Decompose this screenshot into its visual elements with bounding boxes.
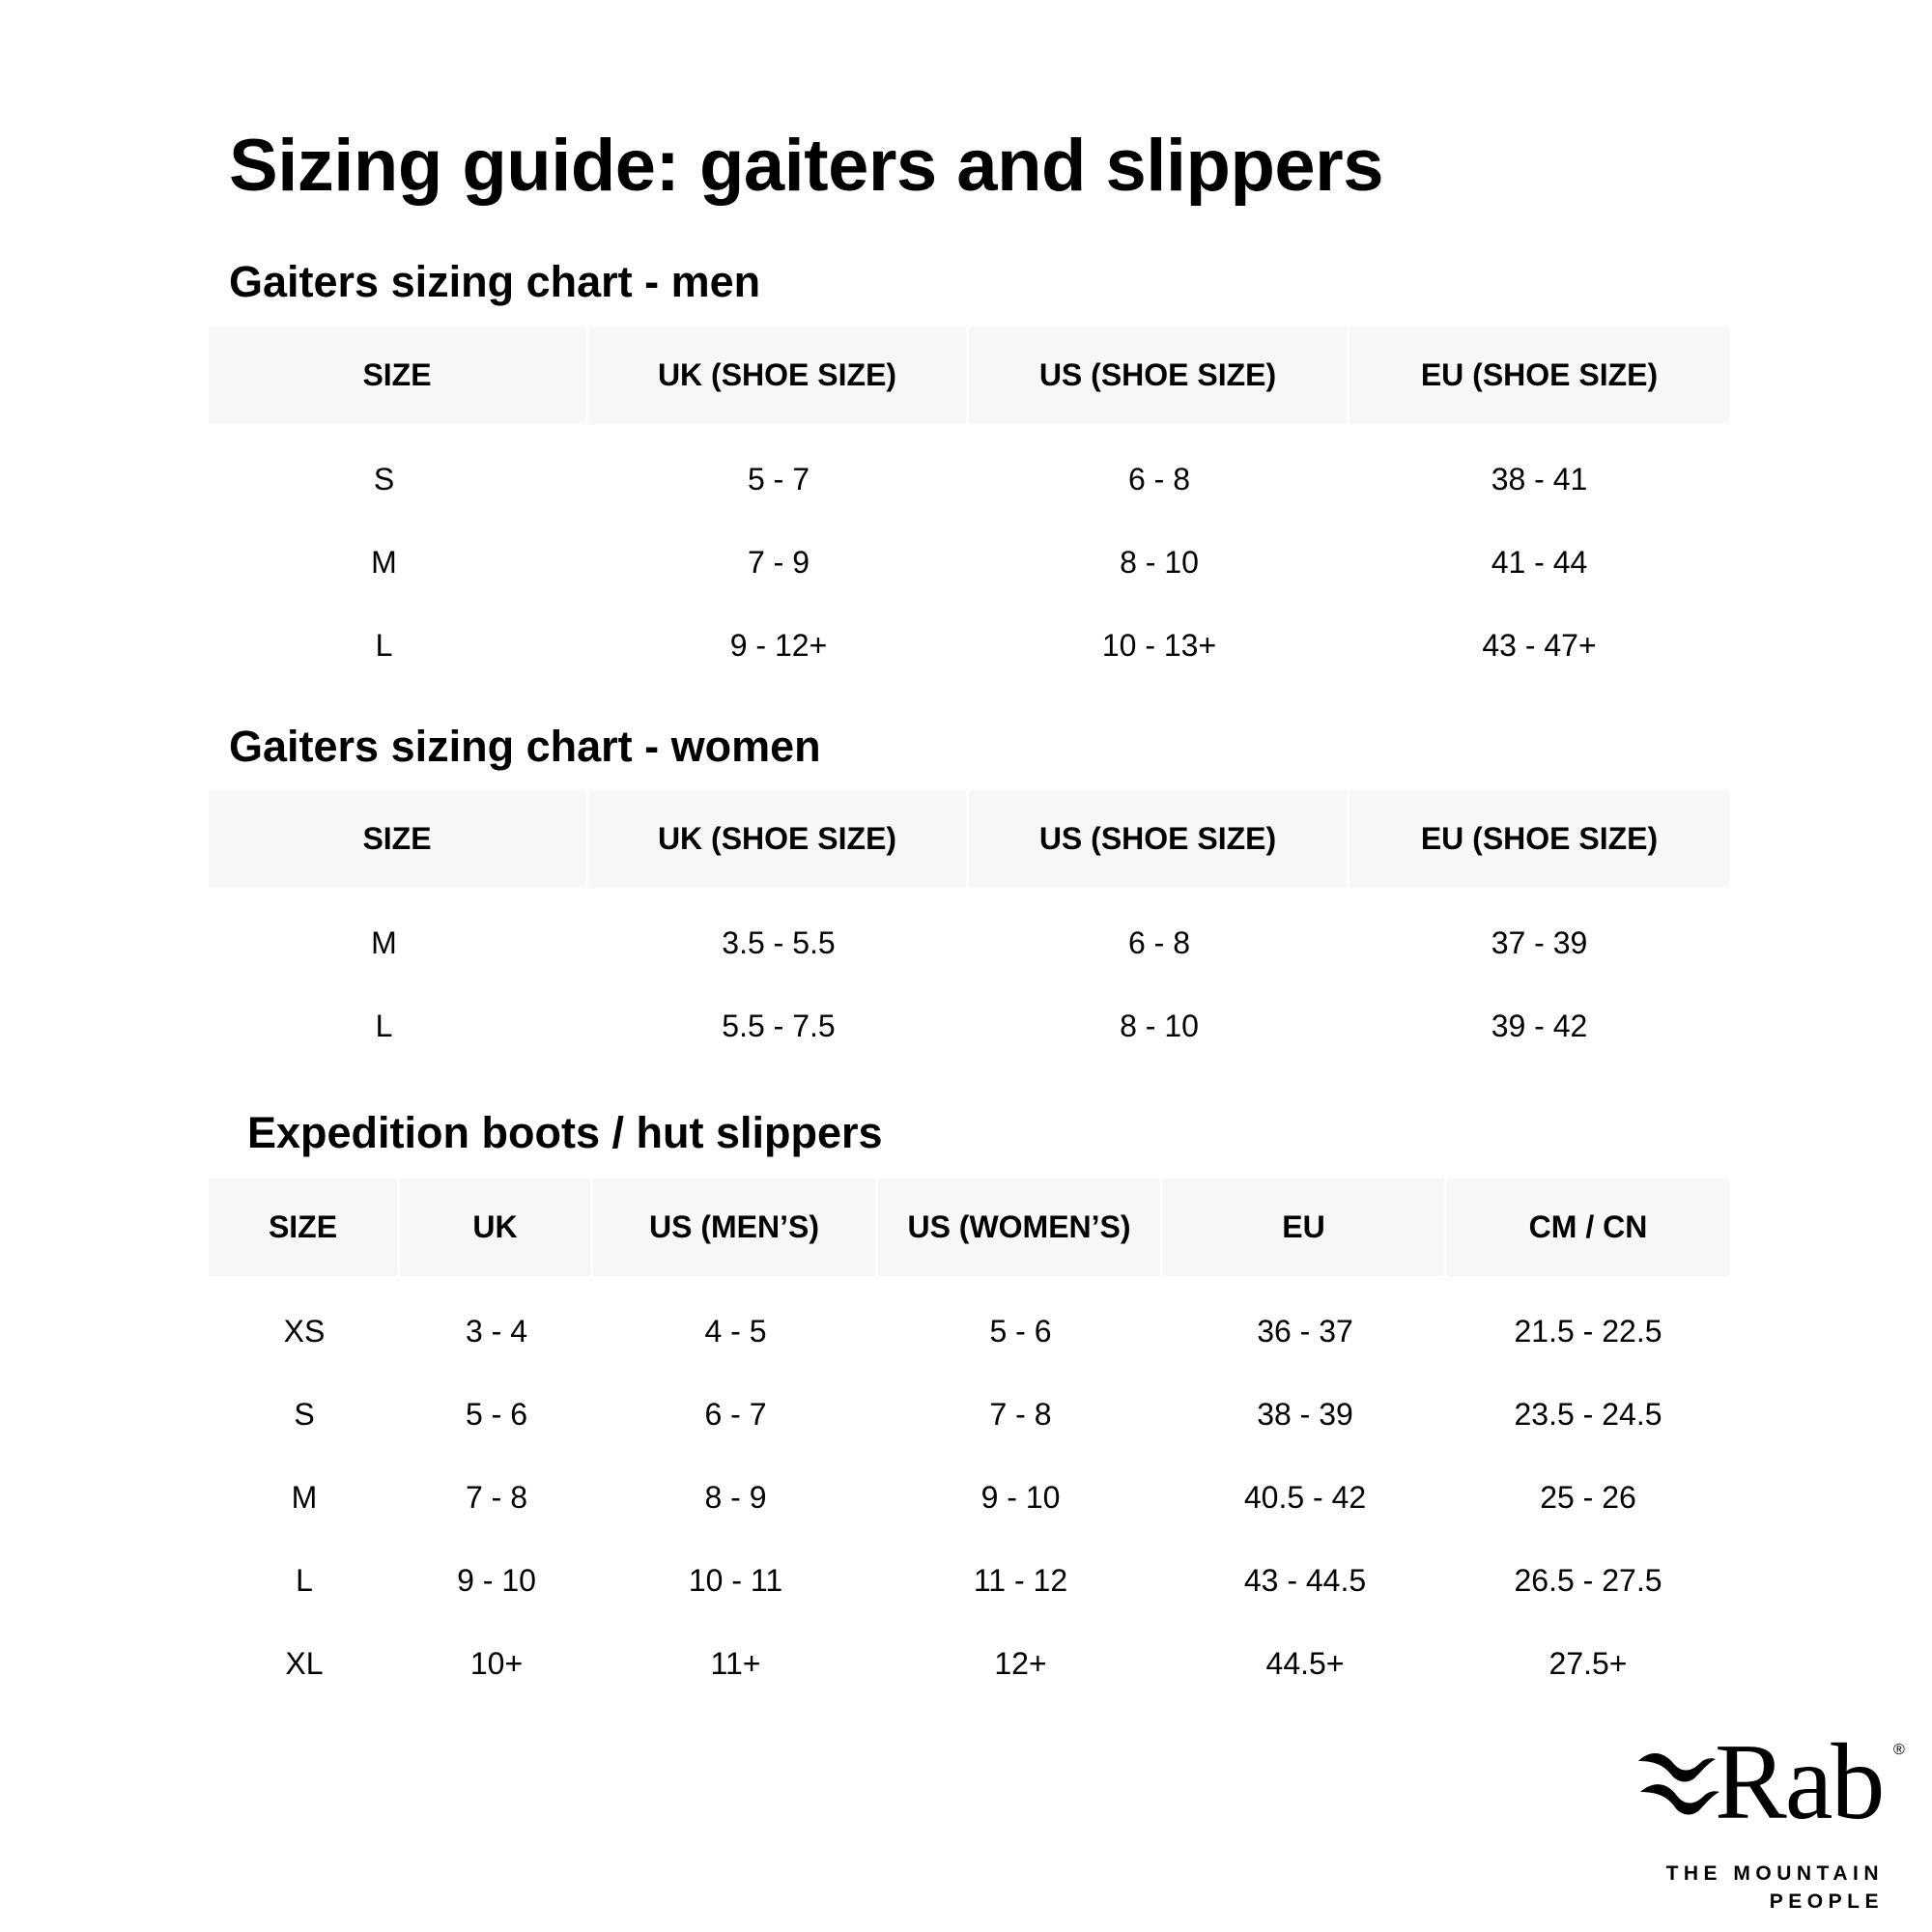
table-row — [209, 1456, 1729, 1539]
column-header: SIZE — [209, 327, 588, 424]
brand-tagline-line1: THE MOUNTAIN — [1665, 1862, 1884, 1885]
column-header: UK — [400, 1179, 593, 1276]
table-cell: 9 - 10 — [980, 1479, 1061, 1515]
table-cell: 5 - 6 — [989, 1313, 1052, 1349]
column-header: SIZE — [209, 790, 588, 888]
table-cell: 11 - 12 — [973, 1562, 1068, 1598]
table-cell: 43 - 47+ — [1482, 627, 1597, 663]
column-header: CM / CN — [1447, 1179, 1729, 1276]
table-row — [209, 1373, 1729, 1456]
table-cell: M — [291, 1479, 318, 1515]
expedition-boots-table — [209, 1179, 1729, 1705]
section-heading-gaiters-men: Gaiters sizing chart - men — [229, 257, 761, 306]
table-cell: 6 - 8 — [1127, 924, 1191, 960]
column-header: SIZE — [209, 1179, 400, 1276]
table-row — [209, 1622, 1729, 1705]
brand-wordmark: Rab — [1715, 1722, 1884, 1842]
table-cell: L — [375, 1008, 393, 1043]
column-header: US (WOMEN’S) — [878, 1179, 1163, 1276]
table-cell: 7 - 8 — [989, 1396, 1052, 1432]
column-header: US (MEN’S) — [593, 1179, 878, 1276]
table-row — [209, 1290, 1729, 1373]
table-row — [209, 1539, 1729, 1622]
table-cell: 10+ — [469, 1645, 524, 1681]
table-cell: 6 - 7 — [704, 1396, 767, 1432]
registered-mark: ® — [1893, 1742, 1905, 1758]
table-cell: S — [294, 1396, 315, 1432]
column-header: US (SHOE SIZE) — [969, 790, 1350, 888]
table-cell: 41 - 44 — [1491, 544, 1588, 580]
column-header: UK (SHOE SIZE) — [588, 790, 969, 888]
mountain-mark-icon — [1634, 1734, 1721, 1850]
table-cell: M — [371, 544, 397, 580]
table-cell: 5 - 7 — [747, 461, 810, 497]
table-cell: L — [296, 1562, 313, 1598]
table-cell: 9 - 12+ — [729, 627, 828, 663]
table-cell: 21.5 - 22.5 — [1514, 1313, 1662, 1349]
table-cell: 5 - 6 — [465, 1396, 528, 1432]
table-cell: 8 - 9 — [704, 1479, 767, 1515]
table-cell: 8 - 10 — [1120, 1008, 1199, 1043]
table-cell: 3 - 4 — [465, 1313, 528, 1349]
table-row — [209, 438, 1729, 521]
table-cell: 43 - 44.5 — [1243, 1562, 1367, 1598]
header-row — [209, 327, 1729, 424]
table-cell: 6 - 8 — [1127, 461, 1191, 497]
table-cell: 38 - 41 — [1491, 461, 1588, 497]
table-cell: 8 - 10 — [1120, 544, 1199, 580]
table-cell: 7 - 8 — [465, 1479, 528, 1515]
table-cell: 37 - 39 — [1491, 924, 1588, 960]
table-cell: 39 - 42 — [1491, 1008, 1588, 1043]
table-row — [209, 901, 1729, 984]
table-row — [209, 521, 1729, 604]
table-cell: 25 - 26 — [1540, 1479, 1636, 1515]
table-cell: 11+ — [710, 1645, 761, 1681]
table-cell: XS — [283, 1313, 326, 1349]
gaiters-men-table — [209, 327, 1729, 687]
column-header: EU (SHOE SIZE) — [1350, 327, 1729, 424]
section-heading-gaiters-women: Gaiters sizing chart - women — [229, 722, 821, 771]
table-cell: 36 - 37 — [1257, 1313, 1353, 1349]
table-cell: 44.5+ — [1265, 1645, 1345, 1681]
brand-tagline-line2: PEOPLE — [1769, 1890, 1884, 1913]
column-header: EU — [1163, 1179, 1447, 1276]
page-title: Sizing guide: gaiters and slippers — [229, 125, 1383, 207]
table-cell: 9 - 10 — [457, 1562, 536, 1598]
table-cell: 27.5+ — [1548, 1645, 1628, 1681]
table-cell: 23.5 - 24.5 — [1514, 1396, 1662, 1432]
table-cell: 7 - 9 — [747, 544, 810, 580]
gaiters-women-table — [209, 790, 1729, 1067]
table-cell: 38 - 39 — [1257, 1396, 1353, 1432]
table-cell: S — [373, 461, 395, 497]
column-header: UK (SHOE SIZE) — [588, 327, 969, 424]
section-heading-expedition-boots: Expedition boots / hut slippers — [247, 1108, 883, 1157]
table-cell: 3.5 - 5.5 — [722, 924, 836, 960]
table-cell: 26.5 - 27.5 — [1514, 1562, 1662, 1598]
column-header: EU (SHOE SIZE) — [1350, 790, 1729, 888]
table-cell: XL — [285, 1645, 324, 1681]
table-cell: 10 - 11 — [688, 1562, 783, 1598]
table-cell: L — [375, 627, 393, 663]
table-cell: 10 - 13+ — [1101, 627, 1217, 663]
brand-logo — [1634, 1722, 1905, 1913]
table-cell: 5.5 - 7.5 — [722, 1008, 836, 1043]
table-row — [209, 984, 1729, 1067]
table-cell: M — [371, 924, 397, 960]
table-cell: 12+ — [994, 1645, 1047, 1681]
table-row — [209, 604, 1729, 687]
column-header: US (SHOE SIZE) — [969, 327, 1350, 424]
header-row — [209, 790, 1729, 888]
table-cell: 40.5 - 42 — [1243, 1479, 1367, 1515]
table-cell: 4 - 5 — [704, 1313, 767, 1349]
header-row — [209, 1179, 1729, 1276]
